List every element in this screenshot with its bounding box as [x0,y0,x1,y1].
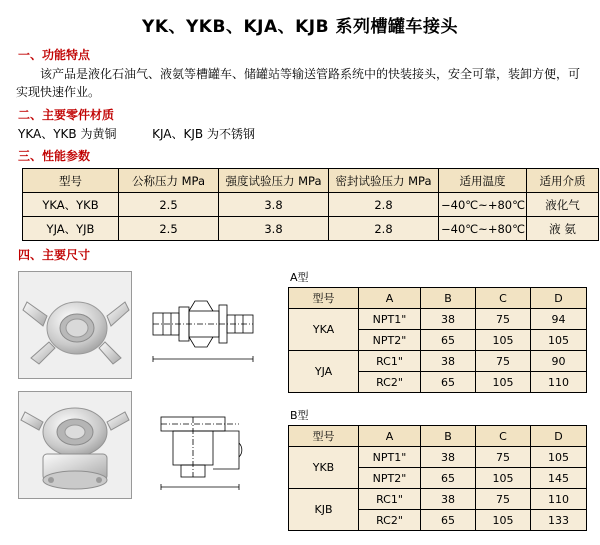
dimA-r1-c2: 65 [421,330,476,351]
dimA-r3-c4: 110 [531,372,587,393]
section-heading-dimensions: 四、主要尺寸 [18,248,91,262]
dimA-r0-c2: 38 [421,309,476,330]
coupling-photo-a-graphic [19,272,131,378]
dimB-col-0: 型号 [289,426,359,447]
dimB-r2-c2: 38 [421,489,476,510]
dimA-r3-c2: 65 [421,372,476,393]
dimB-r1-c1: NPT2" [359,468,421,489]
table-row [289,351,587,372]
section-heading-features: 一、功能特点 [18,48,91,62]
dimB-r3-c3: 105 [476,510,531,531]
perf-r0-c4: −40℃~+80℃ [439,193,527,217]
section-heading-materials: 二、主要零件材质 [18,108,115,122]
perf-r0-c5: 液化气 [527,193,599,217]
figure-row-a [18,271,268,379]
performance-table [22,168,599,241]
coupling-drawing-a [143,271,263,377]
perf-r1-c4: −40℃~+80℃ [439,217,527,241]
table-row [289,447,587,468]
dimA-r2-c4: 90 [531,351,587,372]
dimB-r3-c1: RC2" [359,510,421,531]
coupling-drawing-a-graphic [143,271,263,377]
dimB-r2-c3: 75 [476,489,531,510]
dimB-group-1: KJB [289,489,359,531]
coupling-photo-a [18,271,132,379]
coupling-drawing-b [143,391,263,497]
dimensions-area [0,269,600,527]
table-row [23,217,599,241]
section-heading-performance: 三、性能参数 [18,149,91,163]
table-header-row [23,169,599,193]
dimension-table-a [288,287,587,393]
dimB-r1-c4: 145 [531,468,587,489]
perf-col-3: 密封试验压力 MPa [329,169,439,193]
dimB-r2-c1: RC1" [359,489,421,510]
perf-col-0: 型号 [23,169,119,193]
dimension-tables-column [288,269,586,545]
perf-col-5: 适用介质 [527,169,599,193]
perf-r1-c0: YJA、YJB [23,217,119,241]
dimB-r2-c4: 110 [531,489,587,510]
dim-table-a-label: A型 [290,271,309,284]
perf-r0-c3: 2.8 [329,193,439,217]
materials-line [18,125,600,142]
perf-r0-c2: 3.8 [219,193,329,217]
table-header-row [289,288,587,309]
dimA-r1-c1: NPT2" [359,330,421,351]
dimA-r2-c1: RC1" [359,351,421,372]
table-row [289,489,587,510]
coupling-photo-b-graphic [19,392,131,498]
materials-left: YKA、YKB 为黄铜 [18,127,117,141]
dimB-r3-c2: 65 [421,510,476,531]
dimA-r3-c1: RC2" [359,372,421,393]
table-row [289,309,587,330]
dimB-col-1: A [359,426,421,447]
dimA-r0-c1: NPT1" [359,309,421,330]
dimB-col-2: B [421,426,476,447]
perf-r1-c2: 3.8 [219,217,329,241]
dim-table-b-label: B型 [290,409,309,422]
table-row [23,193,599,217]
dimA-group-0: YKA [289,309,359,351]
perf-r0-c1: 2.5 [119,193,219,217]
table-header-row [289,426,587,447]
perf-r1-c5: 液 氨 [527,217,599,241]
dimA-col-2: B [421,288,476,309]
dimA-r2-c2: 38 [421,351,476,372]
perf-r0-c0: YKA、YKB [23,193,119,217]
dimA-col-1: A [359,288,421,309]
dimA-r2-c3: 75 [476,351,531,372]
dimB-r0-c2: 38 [421,447,476,468]
dimB-r0-c3: 75 [476,447,531,468]
dimA-group-1: YJA [289,351,359,393]
dimA-col-3: C [476,288,531,309]
dimA-col-4: D [531,288,587,309]
dimA-r1-c4: 105 [531,330,587,351]
perf-col-2: 强度试验压力 MPa [219,169,329,193]
figure-row-b [18,391,268,499]
dimA-r0-c4: 94 [531,309,587,330]
dimB-col-4: D [531,426,587,447]
dimB-group-0: YKB [289,447,359,489]
coupling-photo-b [18,391,132,499]
materials-right: KJA、KJB 为不锈钢 [152,127,255,141]
dimB-r0-c1: NPT1" [359,447,421,468]
dimA-r0-c3: 75 [476,309,531,330]
dimension-table-b [288,425,587,531]
perf-r1-c3: 2.8 [329,217,439,241]
page-title: YK、YKB、KJA、KJB 系列槽罐车接头 [142,17,458,37]
dimB-r1-c2: 65 [421,468,476,489]
figure-column [18,271,268,511]
perf-col-1: 公称压力 MPa [119,169,219,193]
dimB-r1-c3: 105 [476,468,531,489]
dimA-r3-c3: 105 [476,372,531,393]
dimB-r3-c4: 133 [531,510,587,531]
dimA-r1-c3: 105 [476,330,531,351]
dimA-col-0: 型号 [289,288,359,309]
dimB-col-3: C [476,426,531,447]
dimB-r0-c4: 105 [531,447,587,468]
coupling-drawing-b-graphic [143,391,263,497]
perf-col-4: 适用温度 [439,169,527,193]
features-text: 该产品是液化石油气、液氨等槽罐车、储罐站等输送管路系统中的快装接头，安全可靠，装卸方便，可实现快速作业。 [16,67,581,99]
perf-r1-c1: 2.5 [119,217,219,241]
